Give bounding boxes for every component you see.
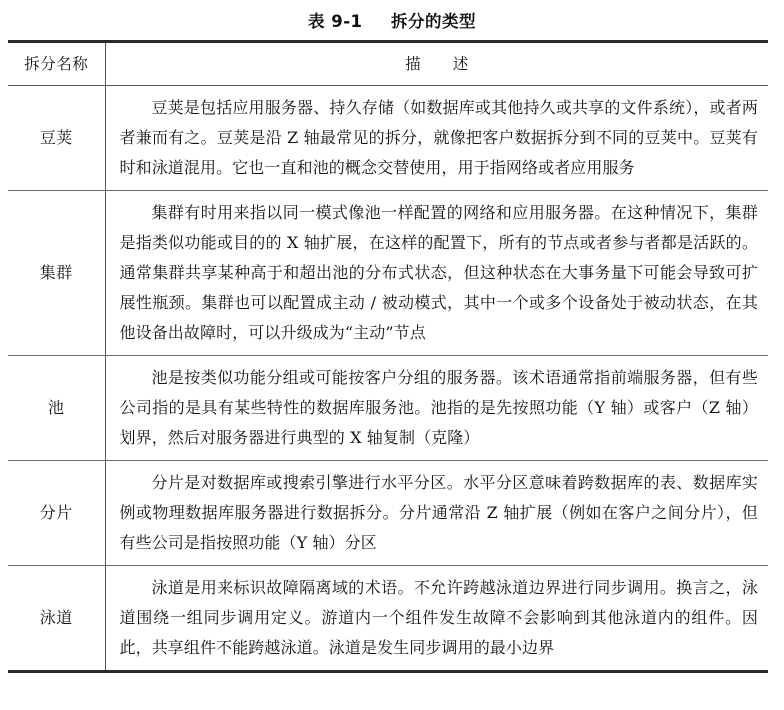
cell-split-name: 泳道 [8,566,105,672]
table-row [8,461,768,566]
column-header-description-char1: 描 [405,55,421,73]
table-header-row [8,42,768,86]
table-caption [0,8,784,32]
cell-split-name: 分片 [8,461,105,566]
table-row [8,86,768,191]
cell-split-description [105,461,768,566]
description-paragraph: 分片是对数据库或搜索引擎进行水平分区。水平分区意味着跨数据库的表、数据库实例或物理数据库服务器进行数据拆分。分片通常沿 Z 轴扩展（例如在客户之间分片），但有些公司是指按照功能（Y 轴）分区 [119,473,758,552]
table-row [8,191,768,356]
split-types-table [8,40,768,673]
table-body [8,86,768,672]
cell-split-name: 豆荚 [8,86,105,191]
column-header-description-char2: 述 [452,55,469,73]
caption-label: 表 [307,12,325,31]
table-row [8,356,768,461]
table-header [8,42,768,86]
cell-split-description [105,86,768,191]
description-paragraph: 豆荚是包括应用服务器、持久存储（如数据库或其他持久或共享的文件系统），或者两者兼而有之。豆荚是沿 Z 轴最常见的拆分，就像把客户数据拆分到不同的豆荚中。豆荚有时和泳道混用。它也一直和池的概念交替使用，用于指网络或者应用服务 [119,98,758,177]
cell-split-name: 池 [8,356,105,461]
column-header-name: 拆分名称 [8,42,105,86]
caption-number: 9-1 [331,12,363,31]
table-row [8,566,768,672]
cell-split-name: 集群 [8,191,105,356]
description-paragraph: 泳道是用来标识故障隔离域的术语。不允许跨越泳道边界进行同步调用。换言之，泳道围绕一组同步调用定义。游道内一个组件发生故障不会影响到其他泳道内的组件。因此，共享组件不能跨越泳道。泳道是发生同步调用的最小边界 [119,578,758,657]
caption-title: 拆分的类型 [391,12,477,31]
description-paragraph: 池是按类似功能分组或可能按客户分组的服务器。该术语通常指前端服务器，但有些公司指的是具有某些特性的数据库服务池。池指的是先按照功能（Y 轴）或客户（Z 轴）划界，然后对服务器进行典型的 X 轴复制（克隆） [119,368,758,447]
cell-split-description [105,191,768,356]
column-header-description [105,42,768,86]
cell-split-description [105,566,768,672]
description-paragraph: 集群有时用来指以同一模式像池一样配置的网络和应用服务器。在这种情况下，集群是指类似功能或目的的 X 轴扩展，在这样的配置下，所有的节点或者参与者都是活跃的。通常集群共享某种高于和超出池的分布式状态，但这种状态在大事务量下可能会导致可扩展性瓶颈。集群也可以配置成主动 / 被动模式，其中一个或多个设备处于被动状态，在其他设备出故障时，可以升级成为“主动”节点 [119,203,758,342]
cell-split-description [105,356,768,461]
